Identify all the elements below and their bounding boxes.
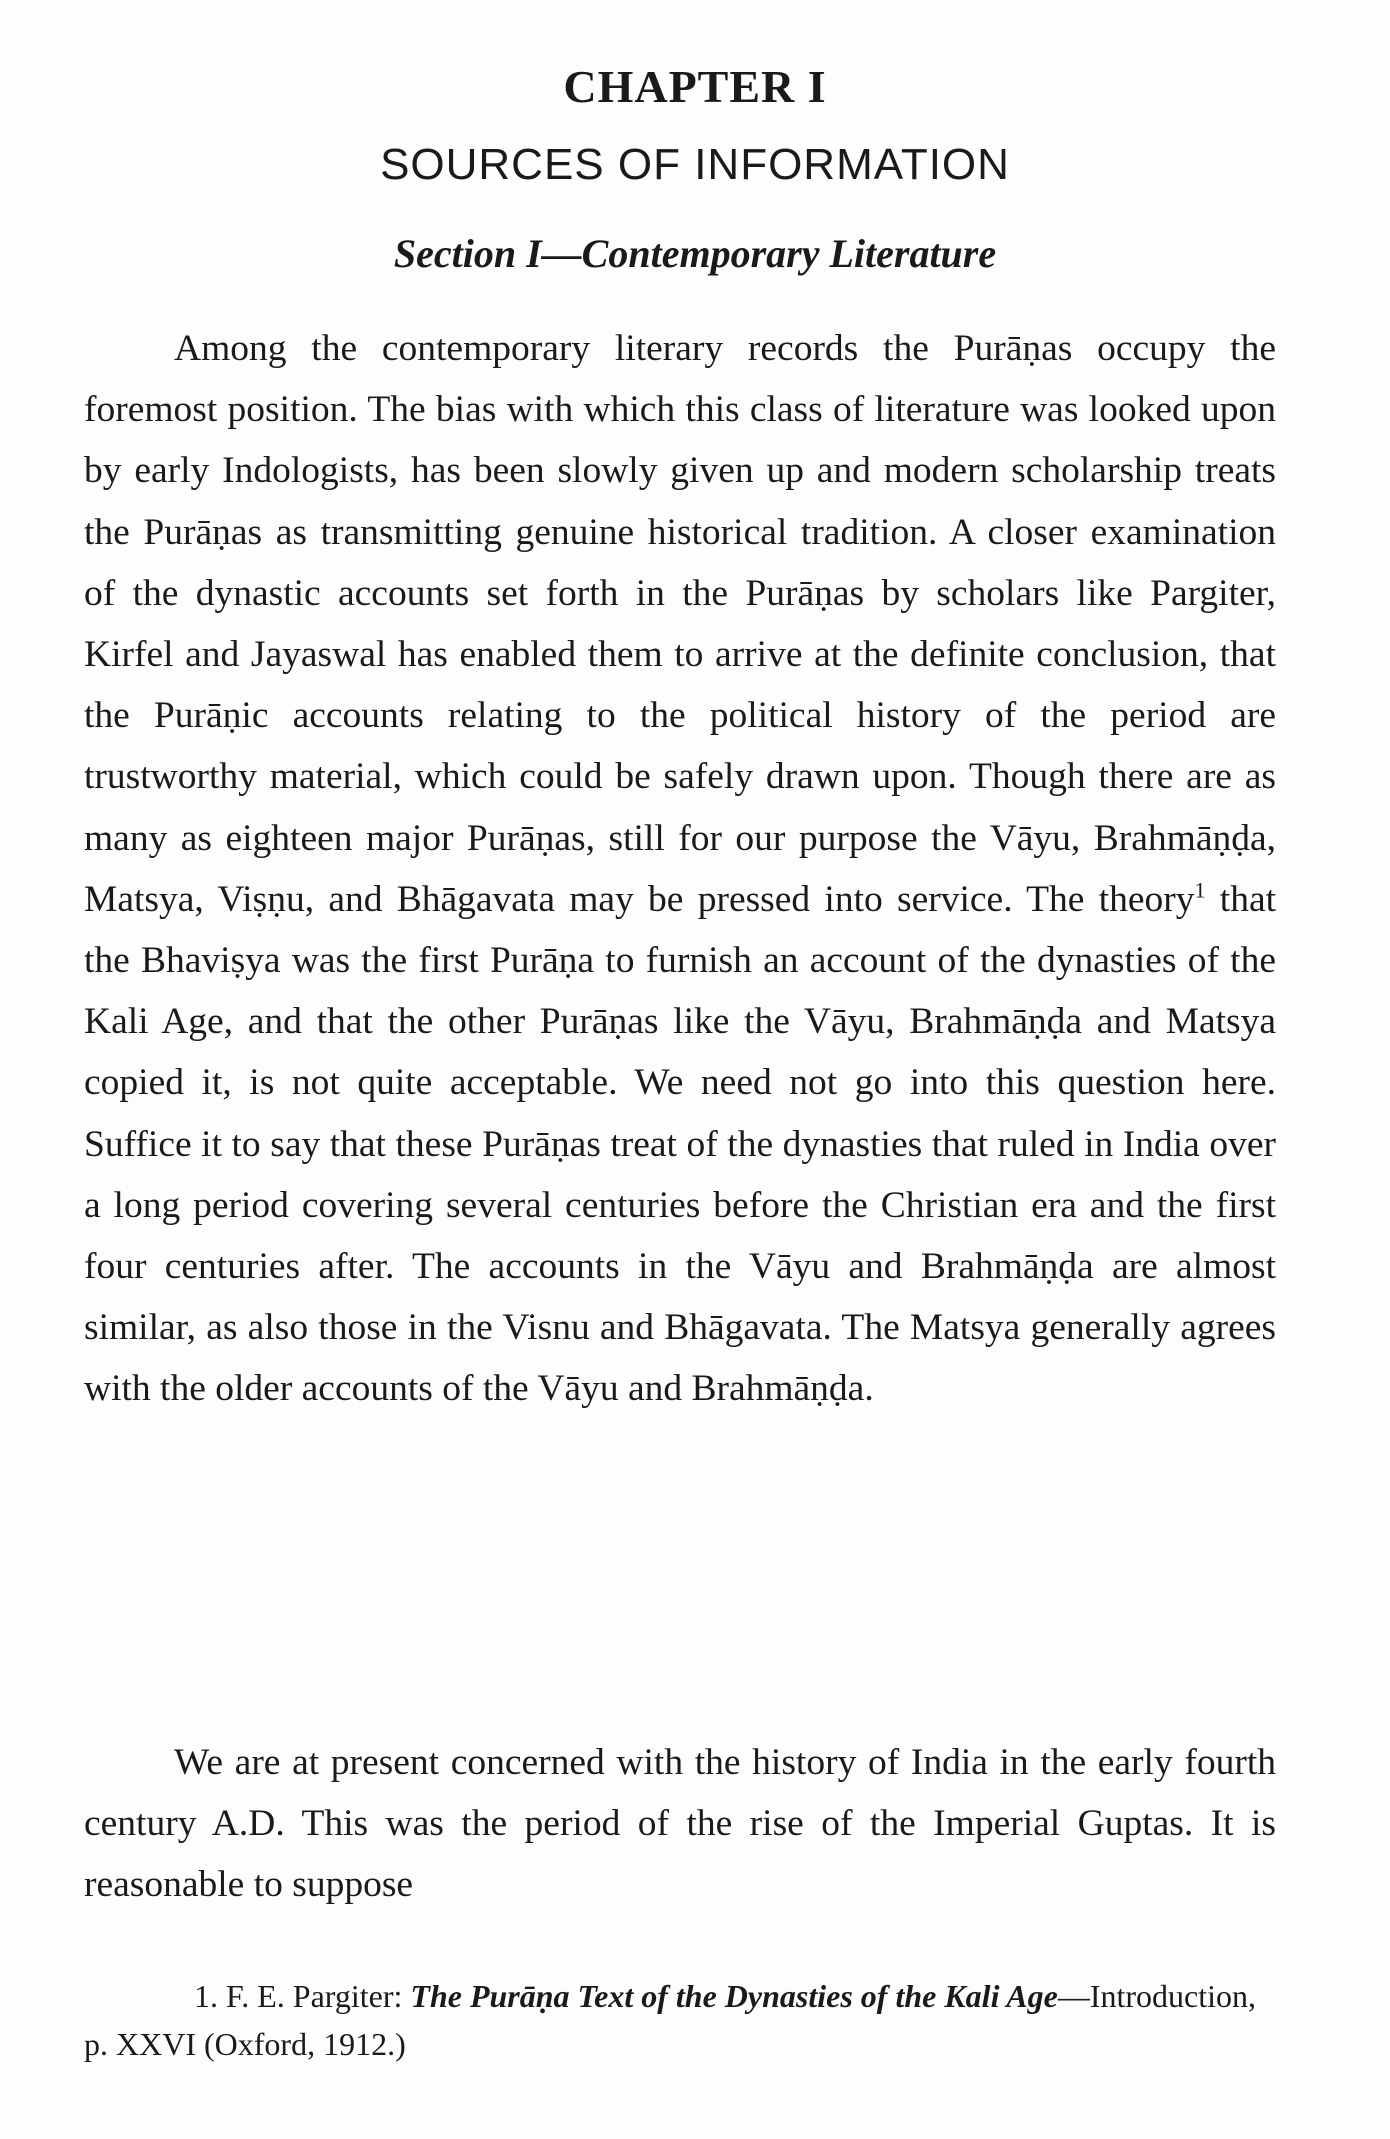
paragraph-text-part: that the Bhaviṣya was the first Purāṇa to furnish an account of the dynasties of the Kali Age, and that the other Purāṇas like the Vāyu, Brahmāṇḍa and Matsya copied it, is not quite acceptable. We need not go into this question here. Suffice it to say that these Purāṇas treat of the dynasties that ruled in India over a long period covering several centuries before the Christian era and the first four centuries after. The accounts in the Vāyu and Brahmāṇḍa are almost similar, as also those in the Visnu and Bhāgavata. The Matsya generally agrees with the older accounts of the Vāyu and Brahmāṇḍa. (84, 878, 1277, 1410)
chapter-title: SOURCES OF INFORMATION (380, 140, 1010, 189)
footnote-1 (84, 1972, 1276, 2068)
paragraph-text (84, 318, 1276, 1420)
footnotes (84, 1972, 1276, 2068)
footnote-title: The Purāṇa Text of the Dynasties of the Kali Age (410, 1978, 1058, 2014)
footnote-reference: 1 (1194, 877, 1206, 903)
footnote-details: —Introduction, p. XXVI (Oxford, 1912.) (84, 1978, 1256, 2062)
footnote-number: 1. (194, 1978, 218, 2014)
paragraph-text-part: Among the contemporary literary records the Purāṇas occupy the foremost position. The bias with which this class of literature was looked upon by early Indologists, has been slowly given up and modern scholarship treats the Purāṇas as transmitting genuine historical tradition. A closer examination of the dynastic accounts set forth in the Purāṇas by scholars like Pargiter, Kirfel and Jayaswal has enabled them to arrive at the definite conclusion, that the Purāṇic accounts relating to the political history of the period are trustworthy material, which could be safely drawn upon. Though there are as many as eighteen major Purāṇas, still for our purpose the Vāyu, Brahmāṇḍa, Matsya, Viṣṇu, and Bhāgavata may be pressed into service. The theory (84, 328, 1276, 920)
section-title: Section I—Contemporary Literature (393, 231, 997, 276)
body-paragraph-1 (84, 318, 1276, 1420)
footnote-author: F. E. Pargiter: (226, 1978, 403, 2014)
chapter-heading: CHAPTER I (563, 61, 827, 112)
body-paragraph-2 (84, 1732, 1276, 1916)
paragraph-text: We are at present concerned with the history of India in the early fourth century A.D. This was the period of the rise of the Imperial Guptas. It is reasonable to suppose (84, 1742, 1276, 1906)
